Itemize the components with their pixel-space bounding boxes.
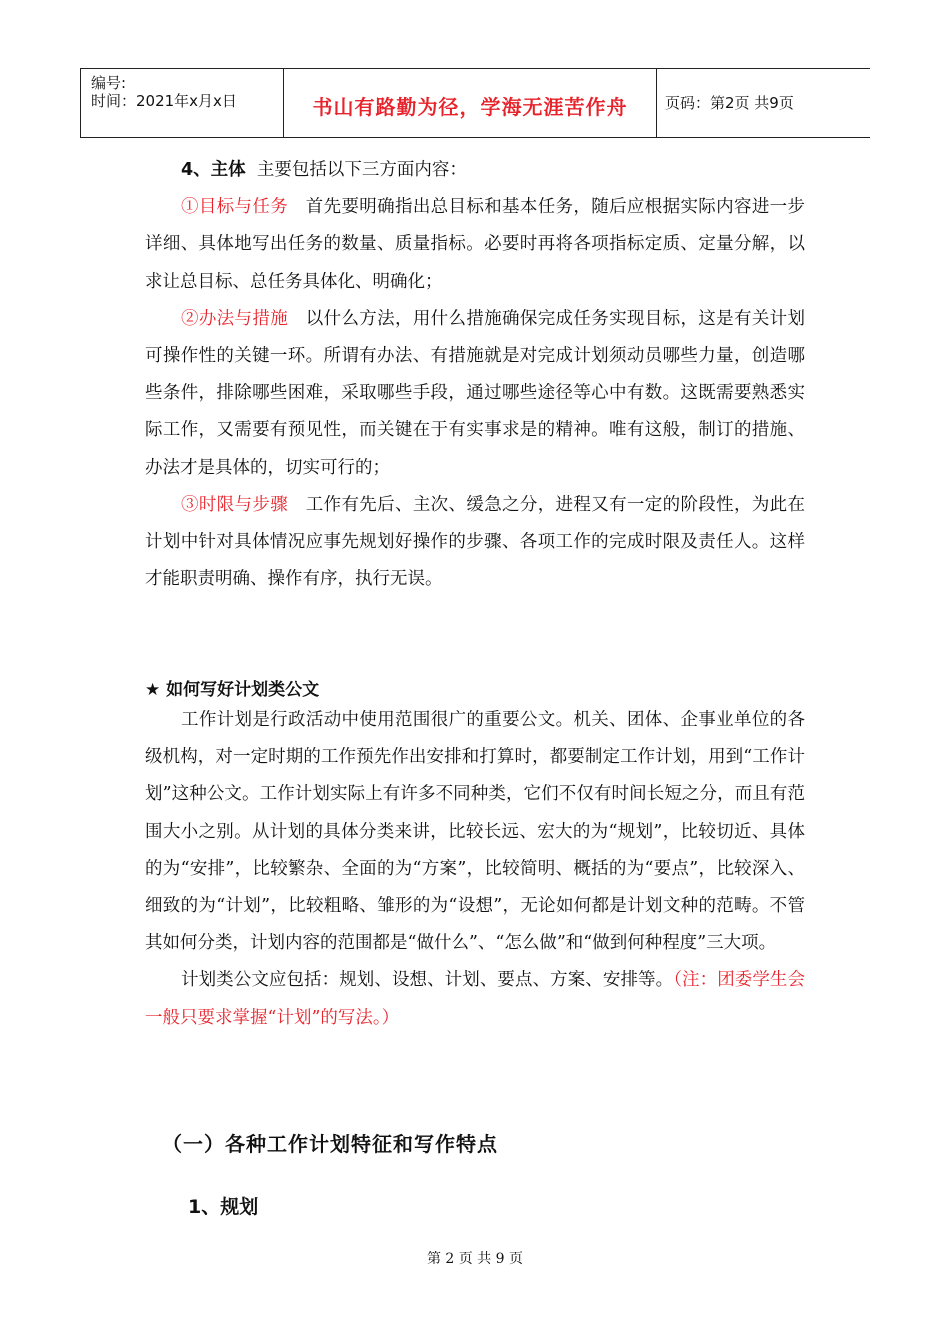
howto-note: （注：团委学生会一般只要求掌握“计划”的写法。） [145,970,806,1028]
item-label: ③时限与步骤 [181,494,289,515]
item-text: 工作有先后、主次、缓急之分，进程又有一定的阶段性，为此在计划中针对具体情况应事先规划好操作的步骤、各项工作的完成时限及责任人。这样才能职责明确、操作有序，执行无误。 [145,494,806,590]
howto-body [145,702,805,1037]
item-timeline-steps [145,487,805,599]
howto-heading: ★ 如何写好计划类公文 [145,680,320,700]
serial-label: 编号: [91,74,127,92]
section4-intro: 主要包括以下三方面内容： [256,160,467,180]
section4-intro-line [145,152,805,189]
page-footer: 第 2 页 共 9 页 [426,1251,524,1267]
howto-para2-text: 计划类公文应包括：规划、设想、计划、要点、方案、安排等。 [181,970,674,991]
howto-para1: 工作计划是行政活动中使用范围很广的重要公文。机关、团体、企事业单位的各级机构，对一定时期的工作预先作出安排和打算时，都要制定工作计划，用到“工作计划”这种公文。工作计划实际上有许多不同种类，它们不仅有时间长短之分，而且有范围大小之别。从计划的具体分类来讲，比较长远、宏大的为“规划”，比较切近、具体的为“安排”，比较繁杂、全面的为“方案”，比较简明、概括的为“要点”，比较深入、细致的为“计划”，比较粗略、雏形的为“设想”，无论如何都是计划文种的范畴。不管其如何分类，计划内容的范围都是“做什么”、“怎么做”和“做到何种程度”三大项。 [145,710,805,954]
item-text: 首先要明确指出总目标和基本任务，随后应根据实际内容进一步详细、具体地写出任务的数量、质量指标。必要时再将各项指标定质、定量分解，以求让总目标、总任务具体化、明确化； [145,197,806,292]
item-method-measure [145,301,805,487]
page-header [80,68,870,138]
header-motto: 书山有路勤为径，学海无涯苦作舟 [312,95,628,119]
section-one-title: （一）各种工作计划特征和写作特点 [162,1132,498,1156]
item-target-task [145,189,805,301]
header-page-label: 页码：第2页 共9页 [665,94,794,112]
item-text: 以什么方法，用什么措施确保完成任务实现目标，这是有关计划可操作性的关键一环。所谓有办法、有措施就是对完成计划须动员哪些力量，创造哪些条件，排除哪些困难，采取哪些手段，通过哪些途径等心中有数。这既需要熟悉实际工作，又需要有预见性，而关键在于有实事求是的精神。唯有这般，制订的措施、办法才是具体的，切实可行的； [145,308,806,478]
section-main-body [145,152,805,598]
section4-title: 4、主体 [181,160,246,180]
header-meta-cell [80,69,284,137]
item-label: ①目标与任务 [181,197,289,218]
howto-para2 [145,962,805,1036]
header-page-cell [655,69,870,137]
header-motto-cell [283,69,657,137]
item-label: ②办法与措施 [181,308,289,329]
subsection-planning-title: 1、规划 [188,1196,259,1218]
time-label: 时间：2021年x月x日 [91,92,237,110]
